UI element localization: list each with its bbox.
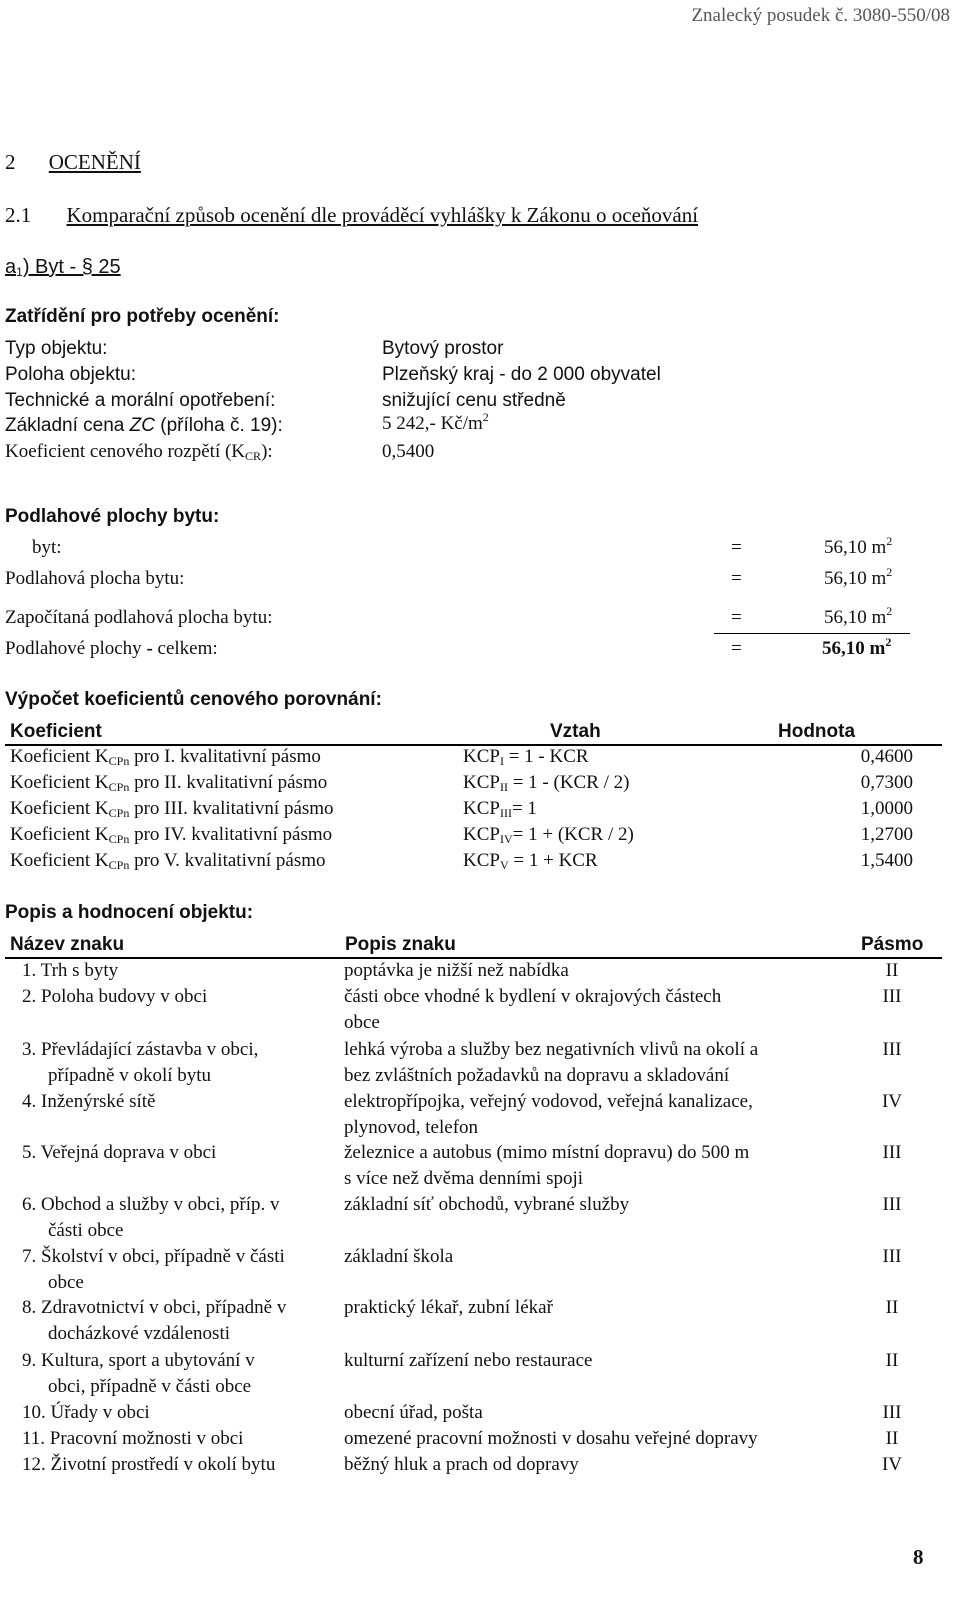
eval-name: 3. Převládající zástavba v obci,: [22, 1039, 259, 1060]
base-price-label: [5, 415, 283, 437]
coef-name-sub: CPn: [108, 780, 130, 794]
coef-relation: [463, 746, 589, 769]
coef-relation: [463, 824, 634, 847]
eval-name: 6. Obchod a služby v obci, příp. v: [22, 1194, 280, 1215]
floor-area-label: Podlahová plocha bytu:: [5, 568, 185, 589]
coef-name-sub: CPn: [108, 832, 130, 846]
coef-name-suffix: pro I. kvalitativní pásmo: [129, 746, 321, 767]
floor-area-total-dash: -: [146, 638, 153, 659]
eval-zone: II: [885, 960, 899, 981]
base-price-unit-sup: 2: [482, 410, 489, 424]
base-price-label-text: Základní cena: [5, 415, 130, 436]
coefficients-heading: Výpočet koeficientů cenového porovnání:: [5, 689, 382, 710]
eval-name: 9. Kultura, sport a ubytování v: [22, 1350, 255, 1371]
eval-name-continued: případně v okolí bytu: [48, 1065, 212, 1086]
eval-description: poptávka je nižší než nabídka: [344, 960, 569, 981]
floor-area-value: [824, 604, 893, 629]
eval-zone: III: [882, 1039, 902, 1060]
subsection-number: 2.1: [5, 203, 32, 227]
eval-name-continued: obce: [48, 1272, 84, 1293]
name-col-header: Název znaku: [10, 934, 125, 955]
eval-zone: III: [882, 1246, 902, 1267]
coef-relation-text: KCP: [463, 824, 500, 845]
eval-name-continued: obci, případně v části obce: [48, 1376, 252, 1397]
classification-value: snižující cenu středně: [382, 390, 566, 411]
kcr-label-text: Koeficient cenového rozpětí (K: [5, 441, 246, 462]
coef-value: 1,2700: [860, 824, 913, 845]
coef-name-suffix: pro IV. kvalitativní pásmo: [129, 824, 333, 845]
floor-area-eq: =: [731, 607, 742, 628]
item-heading: [5, 256, 121, 279]
coef-relation: [463, 798, 537, 821]
eval-zone: II: [885, 1297, 899, 1318]
coef-name-sub: CPn: [108, 754, 130, 768]
section-heading: [5, 150, 141, 175]
coef-relation-suffix: = 1: [511, 798, 537, 819]
coef-col-header: Koeficient: [10, 721, 102, 742]
floor-area-eq: =: [731, 638, 742, 659]
kcr-label-suffix: ):: [261, 441, 273, 462]
coef-name-suffix: pro II. kvalitativní pásmo: [129, 772, 328, 793]
classification-label: Poloha objektu:: [5, 364, 136, 385]
eval-zone: II: [885, 1428, 899, 1449]
floor-area-sup: 2: [886, 604, 893, 618]
eval-description-continued: bez zvláštních požadavků na dopravu a skladování: [344, 1065, 730, 1086]
coef-relation: [463, 772, 630, 795]
coef-name: [10, 772, 327, 795]
coef-name: [10, 824, 332, 847]
eval-name-continued: docházkové vzdálenosti: [48, 1323, 231, 1344]
coef-relation-sub: V: [499, 858, 509, 872]
desc-col-header: Popis znaku: [345, 934, 456, 955]
eval-zone: III: [882, 1142, 902, 1163]
eval-zone: III: [882, 1402, 902, 1423]
coef-relation-sub: IV: [499, 832, 513, 846]
coef-relation-text: KCP: [463, 798, 500, 819]
floor-area-eq: =: [731, 568, 742, 589]
coef-name: [10, 850, 326, 873]
floor-area-total-text: Podlahové plochy: [5, 638, 147, 659]
item-title: ) Byt - § 25: [22, 256, 121, 278]
coef-relation-text: KCP: [463, 772, 500, 793]
coef-name-sub: CPn: [108, 806, 130, 820]
floor-area-value-text: 56,10 m: [824, 607, 887, 628]
eval-name: 12. Životní prostředí v okolí bytu: [22, 1454, 276, 1475]
eval-description: základní škola: [344, 1246, 454, 1267]
coef-name: [10, 798, 334, 821]
eval-zone: IV: [881, 1091, 903, 1112]
coef-name-text: Koeficient K: [10, 824, 109, 845]
coef-relation-suffix: = 1 - (KCR / 2): [507, 772, 630, 793]
floor-area-eq: =: [731, 537, 742, 558]
eval-description-continued: plynovod, telefon: [344, 1117, 479, 1138]
coef-value: 0,4600: [860, 746, 913, 767]
coef-relation-suffix: = 1 + (KCR / 2): [512, 824, 634, 845]
floor-area-total-sup: 2: [885, 635, 892, 649]
section-number: 2: [5, 150, 16, 174]
coef-relation-suffix: = 1 - KCR: [503, 746, 589, 767]
coef-value: 0,7300: [860, 772, 913, 793]
eval-description: elektropřípojka, veřejný vodovod, veřejná kanalizace,: [344, 1091, 753, 1112]
floor-area-total-value-text: 56,10 m: [822, 638, 886, 659]
eval-header-rule: [5, 957, 942, 959]
base-price-value: [382, 410, 489, 435]
kcr-value: 0,5400: [382, 441, 435, 462]
eval-description: praktický lékař, zubní lékař: [344, 1297, 553, 1318]
floor-area-total-value: [822, 635, 892, 660]
classification-value: Plzeňský kraj - do 2 000 obyvatel: [382, 364, 661, 385]
subsection-heading: [5, 203, 698, 228]
eval-zone: II: [885, 1350, 899, 1371]
evaluation-heading: Popis a hodnocení objektu:: [5, 902, 254, 923]
floor-area-total-label: [5, 638, 218, 660]
eval-description: omezené pracovní možnosti v dosahu veřejné dopravy: [344, 1428, 758, 1449]
base-price-amount: 5 242,- Kč/m: [382, 413, 483, 434]
coef-name-text: Koeficient K: [10, 798, 109, 819]
coef-name-suffix: pro V. kvalitativní pásmo: [129, 850, 326, 871]
base-price-label-suffix: (příloha č. 19):: [154, 415, 283, 436]
eval-description-continued: s více než dvěma denními spoji: [344, 1168, 584, 1189]
section-title: OCENĚNÍ: [48, 150, 141, 174]
floor-area-value-text: 56,10 m: [824, 537, 887, 558]
coef-name-text: Koeficient K: [10, 746, 109, 767]
floor-area-value: [824, 565, 893, 590]
eval-description: obecní úřad, pošta: [344, 1402, 483, 1423]
eval-description-continued: obce: [344, 1012, 380, 1033]
classification-heading: Zatřídění pro potřeby ocenění:: [5, 306, 280, 327]
eval-description: lehká výroba a služby bez negativních vlivů na okolí a: [344, 1039, 759, 1060]
eval-name-continued: části obce: [48, 1220, 124, 1241]
eval-description: běžný hluk a prach od dopravy: [344, 1454, 579, 1475]
classification-value: Bytový prostor: [382, 338, 504, 359]
coef-name-sub: CPn: [108, 858, 130, 872]
floor-area-label: Započítaná podlahová plocha bytu:: [5, 607, 273, 628]
coef-name: [10, 746, 321, 769]
eval-zone: IV: [881, 1454, 903, 1475]
eval-name: 10. Úřady v obci: [22, 1402, 150, 1423]
eval-name: 8. Zdravotnictví v obci, případně v: [22, 1297, 287, 1318]
eval-zone: III: [882, 1194, 902, 1215]
coef-relation: [463, 850, 598, 873]
floor-area-sup: 2: [886, 565, 893, 579]
page-number: 8: [913, 1545, 924, 1569]
floor-areas-heading: Podlahové plochy bytu:: [5, 506, 220, 527]
coef-name-text: Koeficient K: [10, 850, 109, 871]
coef-relation-sub: II: [499, 780, 508, 794]
sum-divider: [714, 633, 910, 634]
zone-col-header: Pásmo: [861, 934, 924, 955]
kcr-sub: CR: [245, 449, 262, 463]
eval-description: kulturní zařízení nebo restaurace: [344, 1350, 593, 1371]
floor-area-value-text: 56,10 m: [824, 568, 887, 589]
coef-name-text: Koeficient K: [10, 772, 109, 793]
eval-zone: III: [882, 986, 902, 1007]
coef-relation-text: KCP: [463, 850, 500, 871]
item-prefix: a: [5, 256, 17, 278]
coef-relation-sub: III: [499, 806, 512, 820]
subsection-title: Komparační způsob ocenění dle prováděcí vyhlášky k Zákonu o oceňování: [66, 203, 699, 227]
floor-area-total-suffix: celkem:: [152, 638, 218, 659]
floor-area-sup: 2: [886, 534, 893, 548]
base-price-zc: ZC: [129, 415, 155, 436]
eval-description: části obce vhodné k bydlení v okrajových částech: [344, 986, 722, 1007]
floor-area-value: [824, 534, 893, 559]
eval-description: základní síť obchodů, vybrané služby: [344, 1194, 630, 1215]
eval-name: 11. Pracovní možnosti v obci: [22, 1428, 244, 1449]
eval-description: železnice a autobus (mimo místní dopravu) do 500 m: [344, 1142, 750, 1163]
classification-label: Typ objektu:: [5, 338, 108, 359]
item-sub: 1: [16, 265, 23, 279]
coef-name-suffix: pro III. kvalitativní pásmo: [129, 798, 334, 819]
vztah-col-header: Vztah: [550, 721, 601, 742]
coef-value: 1,0000: [860, 798, 913, 819]
floor-area-label: byt:: [32, 537, 62, 558]
eval-name: 5. Veřejná doprava v obci: [22, 1142, 217, 1163]
coef-relation-text: KCP: [463, 746, 500, 767]
coef-relation-suffix: = 1 + KCR: [508, 850, 598, 871]
eval-name: 4. Inženýrské sítě: [22, 1091, 156, 1112]
eval-name: 2. Poloha budovy v obci: [22, 986, 208, 1007]
classification-label: Technické a morální opotřebení:: [5, 390, 276, 411]
eval-name: 1. Trh s byty: [22, 960, 119, 981]
coef-value: 1,5400: [860, 850, 913, 871]
coef-relation-sub: I: [499, 754, 504, 768]
document-reference: Znalecký posudek č. 3080-550/08: [691, 5, 950, 26]
eval-name: 7. Školství v obci, případně v části: [22, 1246, 285, 1267]
kcr-label: [5, 441, 273, 464]
hodnota-col-header: Hodnota: [778, 721, 856, 742]
